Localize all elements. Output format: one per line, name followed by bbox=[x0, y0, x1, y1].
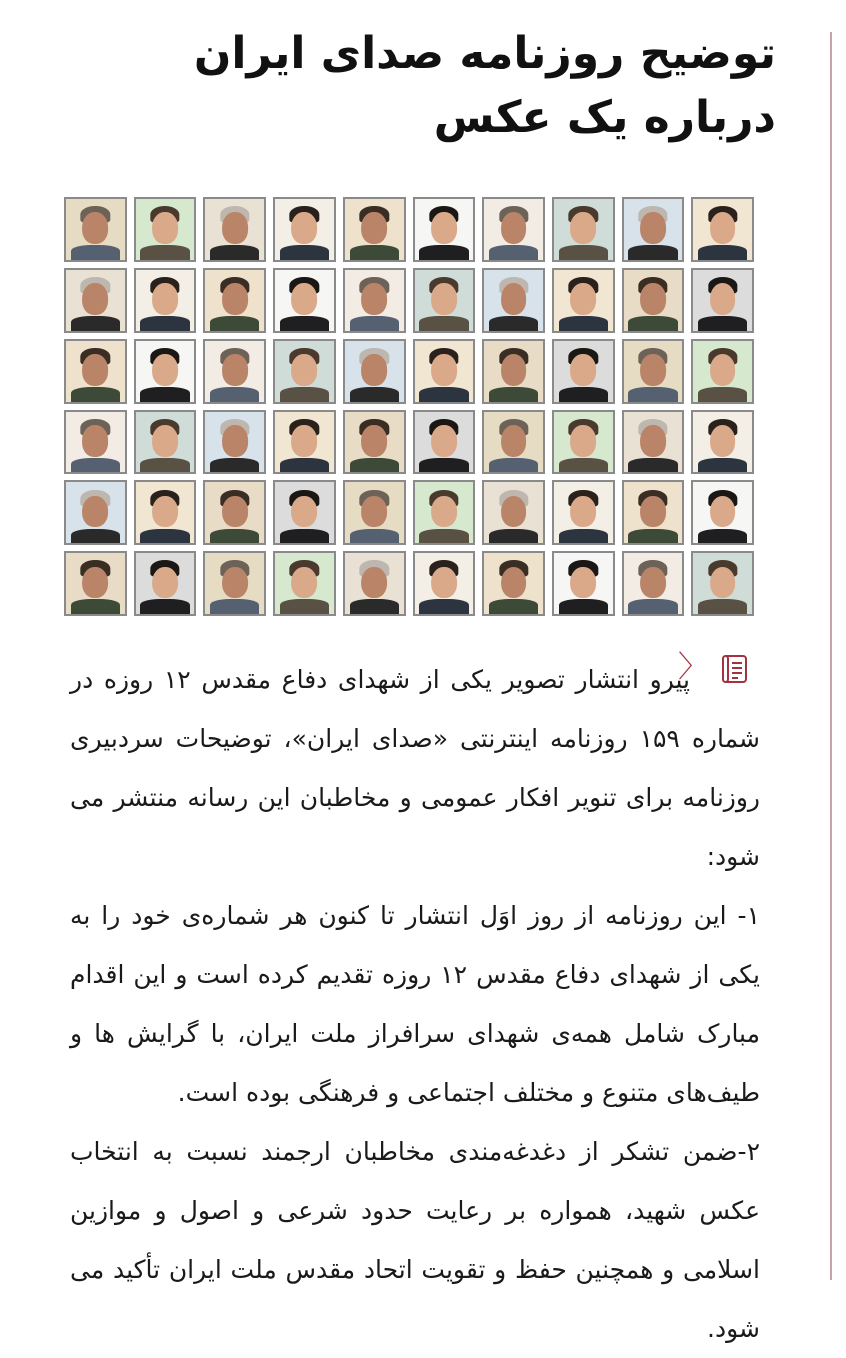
portrait-photo bbox=[413, 339, 476, 404]
portrait-face bbox=[222, 496, 248, 528]
portrait-body bbox=[698, 316, 747, 331]
portrait-photo bbox=[691, 551, 754, 616]
portrait-face bbox=[431, 496, 457, 528]
portrait-face bbox=[222, 212, 248, 244]
paragraph-point-2: ۲-ضمن تشکر از دغدغه‌مندی مخاطبان ارجمند نسبت به انتخاب عکس شهید، همواره بر رعایت حدود شرعی و اصول و موازین اسلامی و همچنین حفظ و تقویت اتحاد مقدس ملت ایران تأکید می شود. bbox=[70, 1137, 760, 1343]
portrait-body bbox=[210, 599, 259, 614]
portrait-body bbox=[628, 316, 677, 331]
portrait-face bbox=[431, 212, 457, 244]
portrait-body bbox=[489, 387, 538, 402]
portrait-photo bbox=[203, 268, 266, 333]
portrait-face bbox=[501, 425, 527, 457]
portrait-face bbox=[710, 212, 736, 244]
portrait-body bbox=[71, 529, 120, 544]
portrait-photo bbox=[203, 480, 266, 545]
portrait-body bbox=[419, 599, 468, 614]
portrait-face bbox=[640, 283, 666, 315]
portrait-face bbox=[152, 283, 178, 315]
portrait-photo bbox=[691, 197, 754, 262]
portrait-face bbox=[152, 496, 178, 528]
portrait-body bbox=[419, 245, 468, 260]
portrait-body bbox=[350, 599, 399, 614]
portrait-body bbox=[489, 245, 538, 260]
portrait-body bbox=[71, 599, 120, 614]
portrait-face bbox=[640, 425, 666, 457]
portrait-photo bbox=[273, 197, 336, 262]
portrait-body bbox=[71, 387, 120, 402]
portrait-body bbox=[489, 316, 538, 331]
portrait-body bbox=[210, 458, 259, 473]
portrait-photo bbox=[203, 339, 266, 404]
portrait-body bbox=[419, 529, 468, 544]
portrait-photo bbox=[343, 197, 406, 262]
portrait-face bbox=[82, 496, 108, 528]
portrait-photo bbox=[64, 197, 127, 262]
portrait-body bbox=[628, 245, 677, 260]
chevron-left-icon: 〉 bbox=[678, 650, 708, 685]
portrait-body bbox=[559, 529, 608, 544]
portrait-photo bbox=[552, 197, 615, 262]
portrait-face bbox=[501, 496, 527, 528]
portrait-face bbox=[222, 425, 248, 457]
portrait-body bbox=[698, 458, 747, 473]
article-body bbox=[70, 650, 760, 1358]
portrait-photo bbox=[691, 339, 754, 404]
portrait-body bbox=[698, 599, 747, 614]
portrait-body bbox=[140, 599, 189, 614]
portrait-face bbox=[570, 425, 596, 457]
portrait-photo bbox=[134, 410, 197, 475]
portrait-face bbox=[82, 567, 108, 599]
portrait-body bbox=[489, 529, 538, 544]
portrait-photo bbox=[134, 268, 197, 333]
portrait-body bbox=[419, 458, 468, 473]
portrait-face bbox=[292, 283, 318, 315]
portrait-body bbox=[350, 245, 399, 260]
portrait-body bbox=[280, 599, 329, 614]
portrait-photo bbox=[622, 410, 685, 475]
portrait-face bbox=[640, 567, 666, 599]
portrait-photo bbox=[343, 551, 406, 616]
portrait-photo bbox=[64, 339, 127, 404]
portrait-face bbox=[710, 354, 736, 386]
portrait-face bbox=[292, 496, 318, 528]
portrait-photo bbox=[273, 480, 336, 545]
portrait-photo bbox=[343, 480, 406, 545]
portrait-body bbox=[628, 458, 677, 473]
portrait-body bbox=[140, 529, 189, 544]
portrait-face bbox=[710, 425, 736, 457]
portrait-body bbox=[559, 245, 608, 260]
portrait-photo bbox=[134, 339, 197, 404]
portrait-face bbox=[501, 567, 527, 599]
portrait-photo bbox=[691, 410, 754, 475]
portrait-photo bbox=[413, 268, 476, 333]
portrait-body bbox=[210, 387, 259, 402]
portrait-face bbox=[292, 425, 318, 457]
portrait-body bbox=[628, 529, 677, 544]
portrait-photo bbox=[64, 551, 127, 616]
portrait-body bbox=[350, 529, 399, 544]
portrait-face bbox=[152, 567, 178, 599]
portrait-face bbox=[431, 354, 457, 386]
portrait-photo bbox=[622, 551, 685, 616]
portrait-body bbox=[628, 599, 677, 614]
portrait-body bbox=[698, 529, 747, 544]
portrait-face bbox=[361, 567, 387, 599]
portrait-body bbox=[280, 458, 329, 473]
portrait-face bbox=[361, 496, 387, 528]
portrait-face bbox=[570, 354, 596, 386]
portrait-body bbox=[559, 599, 608, 614]
headline-line-1: توضیح روزنامه صدای ایران bbox=[193, 28, 776, 79]
paragraph-intro: پیرو انتشار تصویر یکی از شهدای دفاع مقدس ۱۲ روزه در شماره ۱۵۹ روزنامه اینترنتی «صدای ایران»، توضیحات سردبیری روزنامه برای تنویر افکار عمومی و مخاطبان این رسانه منتشر می شود: bbox=[70, 665, 761, 871]
page-side-rule bbox=[830, 32, 832, 1280]
portrait-body bbox=[559, 458, 608, 473]
portrait-photo bbox=[273, 410, 336, 475]
portrait-photo bbox=[482, 551, 545, 616]
portrait-photo bbox=[343, 268, 406, 333]
portrait-face bbox=[570, 283, 596, 315]
portrait-body bbox=[71, 316, 120, 331]
portrait-body bbox=[280, 245, 329, 260]
portrait-face bbox=[501, 212, 527, 244]
portrait-body bbox=[140, 245, 189, 260]
portrait-face bbox=[640, 496, 666, 528]
portrait-photo bbox=[552, 551, 615, 616]
portrait-photo bbox=[203, 197, 266, 262]
portrait-face bbox=[222, 567, 248, 599]
portrait-body bbox=[280, 387, 329, 402]
portrait-face bbox=[361, 354, 387, 386]
portrait-body bbox=[698, 245, 747, 260]
portrait-face bbox=[222, 283, 248, 315]
portrait-face bbox=[152, 354, 178, 386]
portrait-body bbox=[559, 387, 608, 402]
portrait-face bbox=[640, 354, 666, 386]
portrait-body bbox=[489, 458, 538, 473]
headline-line-2: درباره یک عکس bbox=[433, 92, 776, 143]
portrait-body bbox=[489, 599, 538, 614]
portrait-body bbox=[350, 387, 399, 402]
portrait-body bbox=[140, 316, 189, 331]
portrait-face bbox=[292, 212, 318, 244]
portrait-body bbox=[280, 529, 329, 544]
portrait-photo bbox=[622, 268, 685, 333]
portrait-photo bbox=[622, 339, 685, 404]
portrait-body bbox=[210, 529, 259, 544]
portrait-body bbox=[628, 387, 677, 402]
portrait-face bbox=[82, 212, 108, 244]
portrait-photo bbox=[482, 197, 545, 262]
portrait-face bbox=[710, 496, 736, 528]
portrait-face bbox=[570, 212, 596, 244]
portrait-body bbox=[210, 316, 259, 331]
portrait-photo bbox=[64, 268, 127, 333]
portrait-photo bbox=[552, 480, 615, 545]
portrait-photo bbox=[203, 551, 266, 616]
portrait-face bbox=[361, 283, 387, 315]
portrait-photo bbox=[134, 197, 197, 262]
portrait-photo bbox=[413, 197, 476, 262]
portrait-face bbox=[82, 283, 108, 315]
portrait-face bbox=[292, 354, 318, 386]
portrait-face bbox=[292, 567, 318, 599]
portrait-photo bbox=[273, 339, 336, 404]
portrait-face bbox=[431, 283, 457, 315]
portrait-face bbox=[152, 425, 178, 457]
portrait-photo bbox=[273, 551, 336, 616]
portrait-photo bbox=[64, 480, 127, 545]
portrait-body bbox=[140, 387, 189, 402]
portrait-photo bbox=[482, 410, 545, 475]
portrait-photo bbox=[134, 480, 197, 545]
portrait-photo bbox=[134, 551, 197, 616]
portrait-face bbox=[82, 354, 108, 386]
portrait-photo bbox=[413, 551, 476, 616]
portrait-photo bbox=[691, 268, 754, 333]
portrait-face bbox=[570, 496, 596, 528]
portrait-face bbox=[361, 212, 387, 244]
portrait-photo bbox=[413, 410, 476, 475]
portrait-face bbox=[570, 567, 596, 599]
portrait-body bbox=[210, 245, 259, 260]
portrait-body bbox=[350, 316, 399, 331]
portrait-photo bbox=[482, 480, 545, 545]
portrait-body bbox=[419, 316, 468, 331]
portrait-face bbox=[710, 283, 736, 315]
portrait-body bbox=[71, 458, 120, 473]
portrait-photo bbox=[413, 480, 476, 545]
portrait-face bbox=[222, 354, 248, 386]
paragraph-point-1: ۱- این روزنامه از روز اوَل انتشار تا کنون هر شماره‌ی خود را به یکی از شهدای دفاع مقدس ۱۲ روزه تقدیم کرده است و این اقدام مبارک شامل همه‌ی شهدای سرافراز ملت ایران، با گرایش ها و طیف‌های متنوع و مختلف اجتماعی و فرهنگی بوده است. bbox=[70, 901, 760, 1107]
portrait-photo bbox=[203, 410, 266, 475]
portrait-photo bbox=[691, 480, 754, 545]
portrait-photo bbox=[552, 268, 615, 333]
portrait-body bbox=[140, 458, 189, 473]
portrait-photo bbox=[622, 197, 685, 262]
portrait-photo bbox=[622, 480, 685, 545]
portrait-photo bbox=[343, 339, 406, 404]
portrait-face bbox=[431, 425, 457, 457]
portrait-body bbox=[280, 316, 329, 331]
portrait-face bbox=[640, 212, 666, 244]
portrait-photo bbox=[552, 410, 615, 475]
portrait-face bbox=[501, 354, 527, 386]
portrait-photo bbox=[482, 268, 545, 333]
article-headline bbox=[76, 22, 776, 150]
portrait-body bbox=[350, 458, 399, 473]
portrait-photo bbox=[343, 410, 406, 475]
portrait-photo bbox=[273, 268, 336, 333]
portrait-body bbox=[71, 245, 120, 260]
portrait-face bbox=[431, 567, 457, 599]
portrait-body bbox=[698, 387, 747, 402]
portrait-face bbox=[501, 283, 527, 315]
portrait-face bbox=[152, 212, 178, 244]
portrait-photo bbox=[552, 339, 615, 404]
portrait-face bbox=[710, 567, 736, 599]
portrait-body bbox=[559, 316, 608, 331]
portrait-photo bbox=[482, 339, 545, 404]
portrait-face bbox=[361, 425, 387, 457]
portrait-body bbox=[419, 387, 468, 402]
portrait-photo bbox=[64, 410, 127, 475]
portrait-face bbox=[82, 425, 108, 457]
portrait-grid bbox=[64, 197, 754, 616]
